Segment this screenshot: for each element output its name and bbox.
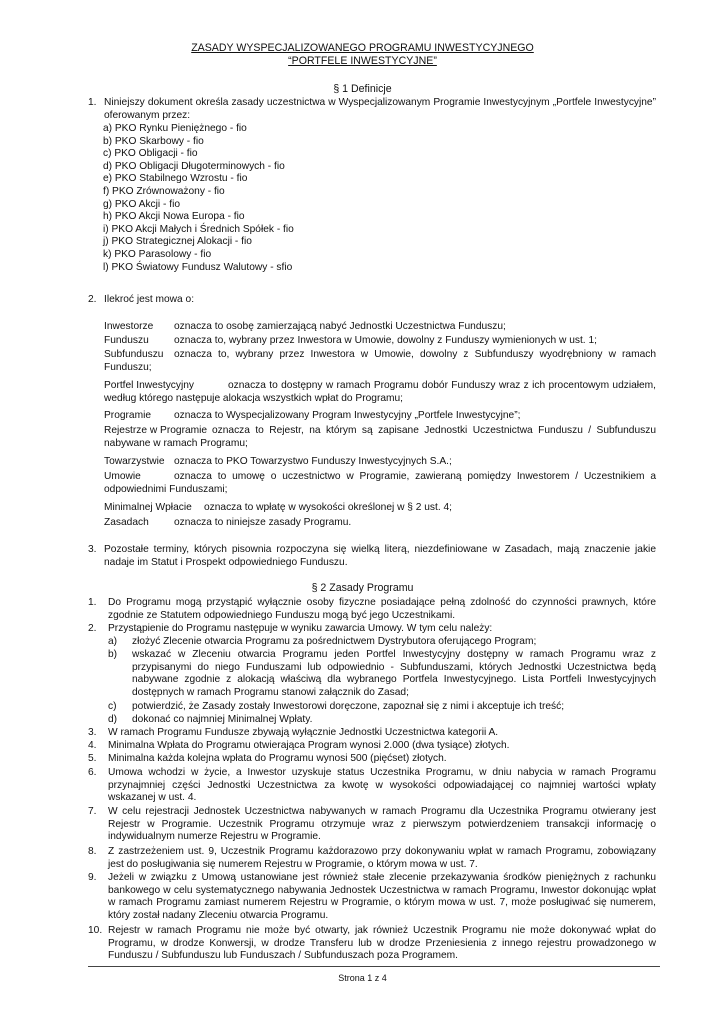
rule-subitem: potwierdzić, że Zasady zostały Inwestorowi doręczone, zapoznał się z nimi i akceptuje ich treść; xyxy=(132,701,565,712)
item-number: 1. xyxy=(88,97,97,108)
item-letter: d) xyxy=(108,714,118,725)
definition-term: Inwestorze xyxy=(104,321,154,332)
rule-subitem: wskazać w Zleceniu otwarcia Programu jeden Portfel Inwestycyjny dostępny w ramach Programu wraz z przypisanymi do niego Funduszami lub odpowiednio - Subfunduszami, których Jednostki Uczestnictwa będą nabywane zgodnie z alokacją właściwą dla wybranego Portfela Inwestycyjnego. Lista Portfeli Inwestycyjnych dostępnych w ramach Programu stanowi załącznik do Zasad; xyxy=(132,649,656,698)
fund-list-item: l) PKO Światowy Fundusz Walutowy - sfio xyxy=(103,261,293,273)
section-2-heading: § 2 Zasady Programu xyxy=(311,582,414,594)
document-title-line2: “PORTFELE INWESTYCYJNE” xyxy=(288,55,437,67)
item-letter: b) xyxy=(108,649,118,660)
definition-item xyxy=(104,456,656,469)
definition-text: oznacza to dostępny w ramach Programu dobór Funduszy wraz z ich procentowym udziałem, według którego następuje alokacja wszystkich wpłat do Programu; xyxy=(104,380,656,404)
definition-item xyxy=(104,321,656,334)
fund-list-item: c) PKO Obligacji - fio xyxy=(103,148,198,160)
rule-subitem: złożyć Zlecenie otwarcia Programu za pośrednictwem Dystrybutora oferującego Program; xyxy=(132,636,537,647)
definition-text: oznacza to osobę zamierzającą nabyć Jednostki Uczestnictwa Funduszu; xyxy=(174,321,506,332)
definition-term: Portfel Inwestycyjny xyxy=(104,380,195,391)
rule-item: Do Programu mogą przystąpić wyłącznie osoby fizyczne posiadające pełną zdolność do czynności prawnych, które zgodnie ze Statutem odpowiedniego Funduszu mogą być jego Uczestnikami. xyxy=(108,597,656,621)
rule-item: Minimalna każda kolejna wpłata do Programu wynosi 500 (pięćset) złotych. xyxy=(108,753,447,764)
definition-item xyxy=(104,517,656,530)
rule-item: Z zastrzeżeniem ust. 9, Uczestnik Programu każdorazowo przy dokonywaniu wpłat w ramach Programu, zobowiązany jest do posługiwania się numerem Rejestru w Programie, o którym mowa w ust. 7. xyxy=(108,846,656,870)
fund-list xyxy=(103,123,294,274)
definition-term: Minimalnej Wpłacie xyxy=(104,502,192,513)
item-number: 3. xyxy=(88,544,97,555)
definition-item xyxy=(104,502,656,515)
definition-text: oznacza to, wybrany przez Inwestora w Umowie, dowolny z Subfunduszy wyodrębniony w ramach Funduszu; xyxy=(104,349,656,373)
document-title-line1: ZASADY WYSPECJALIZOWANEGO PROGRAMU INWESTYCYJNEGO xyxy=(191,42,534,54)
fund-list-item: k) PKO Parasolowy - fio xyxy=(103,248,212,260)
fund-list-item: e) PKO Stabilnego Wzrostu - fio xyxy=(103,173,248,185)
item-number: 7. xyxy=(88,806,97,817)
item-number: 5. xyxy=(88,753,97,764)
rule-subitem: dokonać co najmniej Minimalnej Wpłaty. xyxy=(132,714,313,725)
rule-item: Rejestr w ramach Programu nie może być otwarty, jak również Uczestnik Programu nie może dokonywać wpłat do Programu, w drodze Konwersji, w drodze Transferu lub w drodze Przeniesienia z innego rejestru prowadzonego w Funduszu / Subfunduszu lub Funduszach / Subfunduszach poza Programem. xyxy=(108,925,656,962)
item-number: 3. xyxy=(88,727,97,738)
definition-term: Subfunduszu xyxy=(104,349,164,360)
definition-text: oznacza to wpłatę w wysokości określonej w § 2 ust. 4; xyxy=(204,502,453,513)
footer-divider xyxy=(88,966,660,967)
definition-text: oznacza to Wyspecjalizowany Program Inwestycyjny „Portfele Inwestycyjne”; xyxy=(174,410,521,421)
fund-list-item: b) PKO Skarbowy - fio xyxy=(103,135,204,147)
definition-item xyxy=(104,471,656,496)
remaining-terms-paragraph: Pozostałe terminy, których pisownia rozpoczyna się wielką literą, niezdefiniowane w Zasadach, mają znaczenie jakie nadaje im Statut i Prospekt odpowiedniego Funduszu. xyxy=(104,544,656,568)
page-number: Strona 1 z 4 xyxy=(338,973,387,983)
rule-item: Umowa wchodzi w życie, a Inwestor uzyskuje status Uczestnika Programu, w dniu nabycia w ramach Programu przynajmniej części Jednostki Uczestnictwa za kwotę w wysokości odpowiadającej co najmniej wartości wpłaty wskazanej w ust. 4. xyxy=(108,767,656,804)
definition-term: Umowie xyxy=(104,471,141,482)
fund-list-item: j) PKO Strategicznej Alokacji - fio xyxy=(103,236,252,248)
definition-item xyxy=(104,425,656,450)
rule-item: W ramach Programu Fundusze zbywają wyłącznie Jednostki Uczestnictwa kategorii A. xyxy=(108,727,499,738)
item-letter: a) xyxy=(108,636,118,647)
rule-item: W celu rejestracji Jednostek Uczestnictwa nabywanych w ramach Programu dla Uczestnika Programu otwierany jest Rejestr w Programie. Uczestnik Programu otrzymuje wraz z pierwszym potwierdzeniem transakcji informację o indywidualnym numerze Rejestru w Programie. xyxy=(108,806,656,843)
item-number: 9. xyxy=(88,872,97,883)
item-number: 2. xyxy=(88,294,97,305)
definition-text: oznacza to niniejsze zasady Programu. xyxy=(174,517,352,528)
definition-text: oznacza to, wybrany przez Inwestora w Umowie, dowolny z Funduszy wymienionych w ust. 1; xyxy=(174,335,597,346)
fund-list-item: d) PKO Obligacji Długoterminowych - fio xyxy=(103,160,285,172)
item-number: 10. xyxy=(88,925,103,936)
definition-item xyxy=(104,410,656,423)
section-1-intro: Niniejszy dokument określa zasady uczestnictwa w Wyspecjalizowanym Programie Inwestycyjnym „Portfele Inwestycyjne” oferowanym przez: xyxy=(104,97,656,121)
definition-text: oznacza to PKO Towarzystwo Funduszy Inwestycyjnych S.A.; xyxy=(174,456,452,467)
item-letter: c) xyxy=(108,701,117,712)
rule-item: Jeżeli w związku z Umową ustanowiane jest również stałe zlecenie przekazywania środków pieniężnych z rachunku bankowego w celu systematycznego nabywania Jednostek Uczestnictwa w ramach Programu, Inwestor dokonując wpłat w ramach Programu zamiast numerem Rejestru w Programie, o którym mowa w ust. 7, może posługiwać się numerem, który został nadany Zleceniu otwarcia Programu. xyxy=(108,872,656,921)
definition-term: Towarzystwie xyxy=(104,456,165,467)
definition-item xyxy=(104,380,656,405)
definition-term: Zasadach xyxy=(104,517,149,528)
fund-list-item: f) PKO Zrównoważony - fio xyxy=(103,185,225,197)
item-number: 1. xyxy=(88,597,97,608)
item-number: 4. xyxy=(88,740,97,751)
fund-list-item: h) PKO Akcji Nowa Europa - fio xyxy=(103,211,245,223)
rule-item: Minimalna Wpłata do Programu otwierająca Program wynosi 2.000 (dwa tysiące) złotych. xyxy=(108,740,510,751)
fund-list-item: i) PKO Akcji Małych i Średnich Spółek - fio xyxy=(103,223,294,235)
section-1-heading: § 1 Definicje xyxy=(333,83,392,95)
fund-list-item: a) PKO Rynku Pieniężnego - fio xyxy=(103,123,247,134)
definitions-intro: Ilekroć jest mowa o: xyxy=(104,294,195,305)
item-number: 8. xyxy=(88,846,97,857)
fund-list-item: g) PKO Akcji - fio xyxy=(103,198,180,210)
definition-item xyxy=(104,335,656,348)
definition-text: oznacza to umowę o uczestnictwo w Programie, zawieraną pomiędzy Inwestorem / Uczestnikiem a odpowiednimi Funduszami; xyxy=(104,471,656,495)
definition-term: Funduszu xyxy=(104,335,149,346)
definition-item xyxy=(104,349,656,374)
definition-term: Rejestrze w Programie xyxy=(104,425,208,436)
item-number: 2. xyxy=(88,623,97,634)
item-number: 6. xyxy=(88,767,97,778)
definition-text: oznacza to Rejestr, na którym są zapisane Jednostki Uczestnictwa Funduszu / Subfunduszu nabywane w ramach Programu; xyxy=(104,425,656,449)
definition-term: Programie xyxy=(104,410,151,421)
rule-item: Przystąpienie do Programu następuje w wyniku zawarcia Umowy. W tym celu należy: xyxy=(108,623,493,634)
